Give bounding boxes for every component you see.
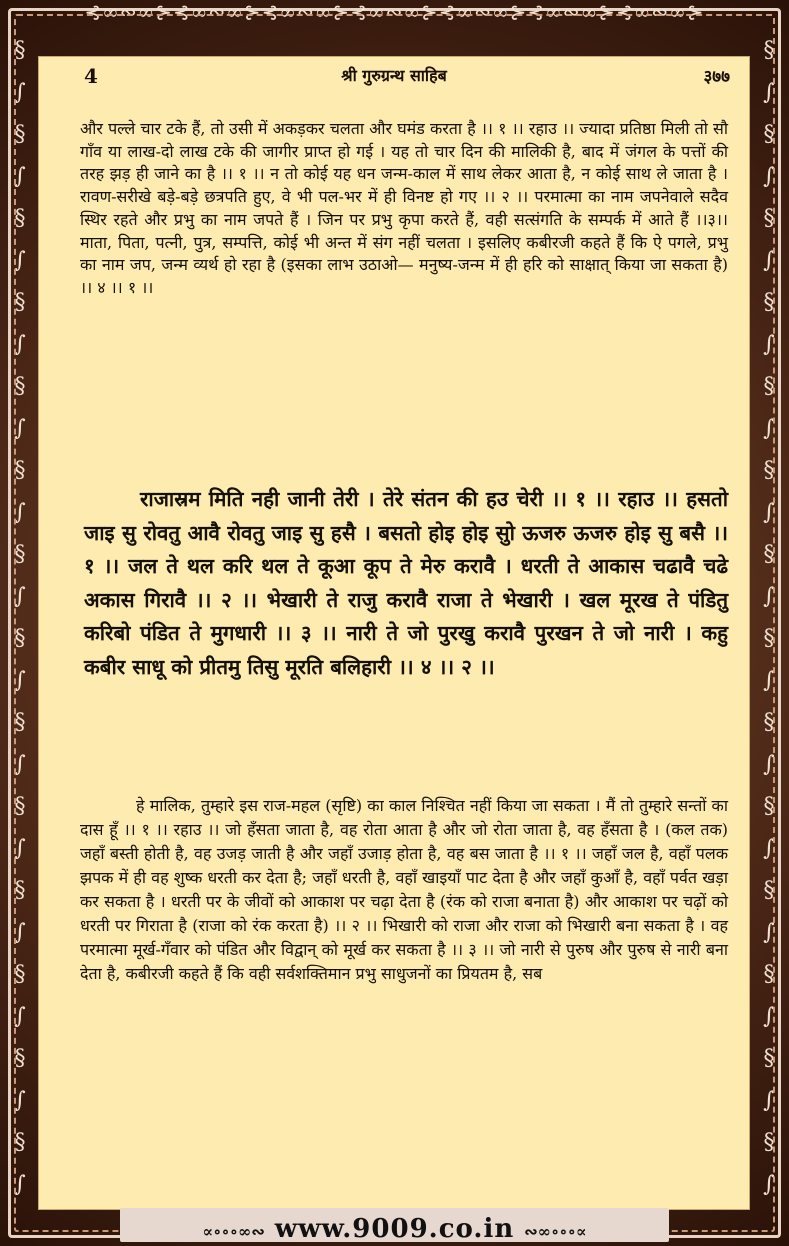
- translation-paragraph-2: हे मालिक, तुम्हारे इस राज-महल (सृष्टि) का काल निश्चित नहीं किया जा सकता । मैं तो तुम्हारे सन्तों का दास हूँ ।। १ ।। रहाउ ।। जो हँसता जाता है, वह रोता आता है और जो रोता जाता है, वह हँसता है । (कल तक) जहाँ बस्ती होती है, वह उजड़ जाती है और जहाँ उजाड़ होता है, वह बस जाता है ।। १ ।। जहाँ जल है, वहाँ पलक झपक में ही वह शुष्क धरती कर देता है; जहाँ धरती है, वहाँ खाइयाँ पाट देता है और जहाँ कुआँ है, वहाँ पर्वत खड़ा कर सकता है । धरती पर के जीवों को आकाश पर चढ़ा देता है (रंक को राजा बनाता है) और आकाश पर चढ़ों को धरती पर गिराता है (राजा को रंक करता है) ।। २ ।। भिखारी को राजा और राजा को भिखारी बना सकता है । वह परमात्मा मूर्ख-गँवार को पंडित और विद्वान् को मूर्ख कर सकता है ।। ३ ।। जो नारी से पुरुष और पुरुष से नारी बना देता है, कबीरजी कहते हैं कि वही सर्वशक्तिमान प्रभु साधुजनों का प्रियतम है, सब: [80, 796, 728, 983]
- site-footer: [0, 1214, 789, 1244]
- book-title: श्री गुरुग्रन्थ साहिब: [341, 66, 447, 85]
- scripture-page: [38, 56, 750, 1210]
- right-vine-ornament: § ∫ § ∫ § ∫ § ∫ § ∫ § ∫ § ∫ § ∫ § ∫ § ∫ § ∫ § ∫ § ∫ § ∫: [763, 38, 775, 1197]
- footer-ornament-right: ∾∞∘∘∘∝: [524, 1222, 587, 1241]
- folio-number: ३७७: [703, 67, 730, 87]
- translation-paragraph-1: और पल्ले चार टके हैं, तो उसी में अकड़कर चलता और घमंड करता है ।। १ ।। रहाउ ।। ज्यादा प्रतिष्ठा मिली तो सौ गाँव या लाख-दो लाख टके की जागीर प्राप्त हो गई । यह तो चार दिन की मालिकी है, बाद में जंगल के पत्तों की तरह झड़ ही जाने का है ।। १ ।। न तो कोई यह धन जन्म-काल में साथ लेकर आता है, न कोई साथ ले जाता है । रावण-सरीखे बड़े-बड़े छत्रपति हुए, वे भी पल-भर में ही विनष्ट हो गए ।। २ ।। परमात्मा का नाम जपनेवाले सदैव स्थिर रहते और प्रभु का नाम जपते हैं । जिन पर प्रभु कृपा करते हैं, वही सत्संगति के सम्पर्क में आते हैं ।।३।। माता, पिता, पत्नी, पुत्र, सम्पत्ति, कोई भी अन्त में संग नहीं चलता । इसलिए कबीरजी कहते हैं कि ऐ पगले, प्रभु का नाम जप, जन्म व्यर्थ हो रहा है (इसका लाभ उठाओ— मनुष्य-जन्म में ही हरि को साक्षात् किया जा सकता है) ।। ४ ।। १ ।।: [80, 119, 728, 297]
- website-url[interactable]: www.9009.co.in: [274, 1214, 515, 1244]
- top-vine-ornament: ⊰∞∾∞⊱⊰∞∾∞⊱⊰∞∾∞⊱⊰∞∾∞⊱⊰∞∾∞⊱⊰∞∾∞⊱⊰∞∾∞⊱: [84, 0, 705, 24]
- gurbani-verse: राजास्रम मिति नही जानी तेरी । तेरे संतन की हउ चेरी ।। १ ।। रहाउ ।। हसतो जाइ सु रोवतु आवै रोवतु जाइ सु हसै । बसतो होइ होइ सुो ऊजरु ऊजरु होइ सु बसै ।। १ ।। जल ते थल करि थल ते कूआ कूप ते मेरु करावै । धरती ते आकास चढावै चढे अकास गिरावै ।। २ ।। भेखारी ते राजु करावै राजा ते भेखारी । खल मूरख ते पंडितु करिबो पंडित ते मुगधारी ।। ३ ।। नारी ते जो पुरखु करावै पुरखन ते जो नारी । कहु कबीर साधू को प्रीतमु तिसु मूरति बलिहारी ।। ४ ।। २ ।।: [84, 487, 728, 679]
- page-marker: 4: [84, 64, 98, 88]
- footer-ornament-left: ∝∘∘∘∞∾: [202, 1222, 265, 1241]
- left-vine-ornament: § ∫ § ∫ § ∫ § ∫ § ∫ § ∫ § ∫ § ∫ § ∫ § ∫ § ∫ § ∫ § ∫ § ∫: [14, 38, 26, 1197]
- page-header: [38, 64, 750, 92]
